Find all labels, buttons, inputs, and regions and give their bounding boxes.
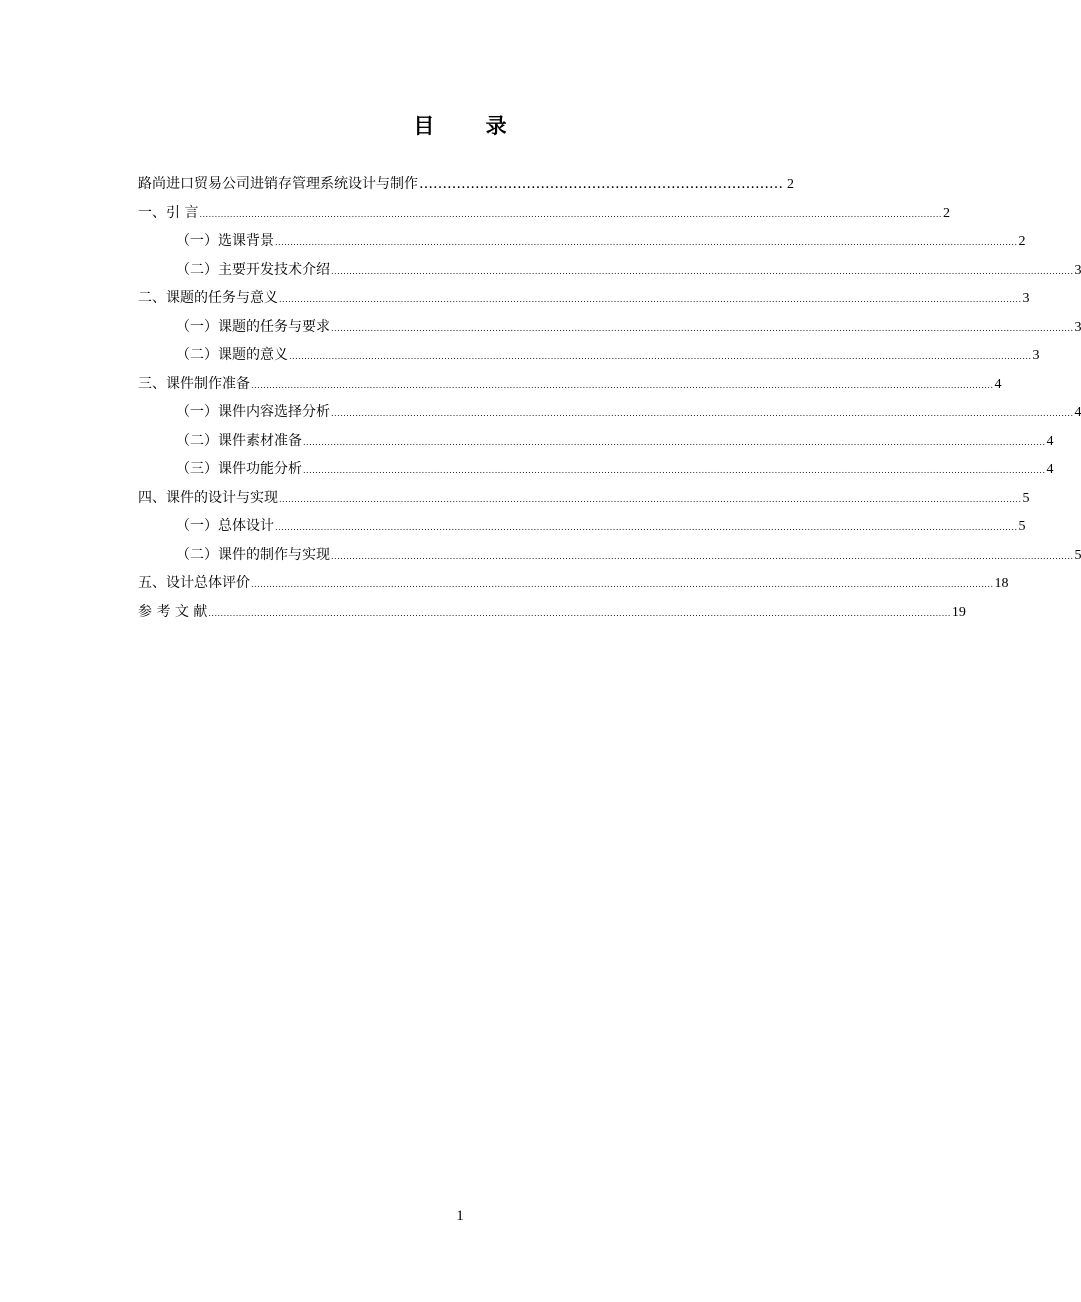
toc-entry[interactable] — [138, 370, 1002, 399]
toc-leader: .................................................................................................................................................................................................................................................... — [275, 238, 1018, 247]
toc-entry-page: 4 — [1046, 433, 1054, 449]
toc-entry-title: （二）课题的意义 — [176, 347, 288, 363]
toc-entry[interactable] — [138, 541, 1081, 570]
toc-entry[interactable] — [138, 484, 1030, 513]
toc-entry-page: 2 — [942, 205, 950, 221]
toc-entry-title: 二、课题的任务与意义 — [138, 290, 278, 306]
toc-entry-title: （一）选课背景 — [176, 233, 274, 249]
toc-entry[interactable] — [138, 569, 1009, 598]
toc-entry-title: （一）课件内容选择分析 — [176, 404, 330, 420]
toc-entry-page: 5 — [1018, 519, 1026, 534]
toc-entry-title: （二）课件的制作与实现 — [176, 546, 330, 563]
toc-entry-page: 3 — [1074, 262, 1081, 278]
toc-entry[interactable] — [138, 427, 1054, 456]
toc-leader: .................................................................................................................................................................................................................................................... — [279, 494, 1022, 504]
toc-entry[interactable] — [138, 341, 1040, 370]
toc-entry-page: 4 — [1074, 405, 1081, 420]
toc-entry-title: 五、设计总体评价 — [138, 575, 250, 591]
toc-leader: .................................................................................................................................................................................................................................................... — [199, 209, 942, 219]
toc-leader: …………………………………………………………………… — [419, 176, 783, 192]
toc-leader: .................................................................................................................................................................................................................................................... — [331, 551, 1074, 561]
toc-entry-title: （二）课件素材准备 — [176, 432, 302, 449]
toc-entry-page: 3 — [1074, 319, 1081, 335]
toc-entry-page: 5 — [1074, 547, 1081, 563]
toc-entry[interactable] — [138, 227, 1026, 256]
toc-leader: .................................................................................................................................................................................................................................................... — [251, 580, 994, 589]
toc-entry[interactable] — [138, 455, 1054, 484]
toc-leader: .................................................................................................................................................................................................................................................... — [275, 523, 1018, 532]
toc-entry-page: 4 — [994, 376, 1002, 392]
toc-entry-title: 四、课件的设计与实现 — [138, 489, 278, 506]
toc-leader: .................................................................................................................................................................................................................................................... — [251, 380, 994, 390]
toc-leader: .................................................................................................................................................................................................................................................... — [331, 409, 1074, 418]
toc-entry-page: 5 — [1022, 490, 1030, 506]
toc-entry-page: 2 — [1018, 234, 1026, 249]
toc-leader: .................................................................................................................................................................................................................................................... — [208, 608, 951, 618]
toc-leader: .................................................................................................................................................................................................................................................... — [279, 295, 1022, 304]
toc-entry-page: 2 — [787, 177, 794, 192]
toc-entry-title: （一）总体设计 — [176, 518, 274, 534]
toc-entry-page: 4 — [1046, 462, 1054, 477]
toc-entry-title: 三、课件制作准备 — [138, 375, 250, 392]
toc-entry[interactable] — [138, 512, 1026, 541]
toc-entry[interactable] — [138, 256, 1081, 285]
toc-entry-title: （三）课件功能分析 — [176, 461, 302, 477]
toc-entry[interactable] — [138, 313, 1081, 342]
toc-entry-title: 一、引 言 — [138, 204, 199, 221]
toc-entry-page: 18 — [994, 576, 1009, 591]
toc-title: 目 录 — [413, 114, 529, 138]
toc-entry-page: 3 — [1032, 348, 1040, 363]
toc-entry-title: 参 考 文 献 — [138, 603, 208, 620]
toc-entry[interactable] — [138, 284, 1030, 313]
table-of-contents — [138, 170, 1081, 626]
toc-entry-title: 路尚进口贸易公司进销存管理系统设计与制作 — [138, 176, 418, 192]
toc-entry[interactable] — [138, 170, 794, 199]
toc-entry[interactable] — [138, 398, 1081, 427]
toc-entry[interactable] — [138, 598, 966, 627]
toc-leader: .................................................................................................................................................................................................................................................... — [331, 323, 1074, 333]
page-number: 1 — [456, 1208, 464, 1224]
toc-leader: .................................................................................................................................................................................................................................................... — [303, 466, 1046, 475]
toc-entry-page: 19 — [951, 604, 966, 620]
toc-entry-page: 3 — [1022, 291, 1030, 306]
toc-leader: .................................................................................................................................................................................................................................................... — [289, 352, 1032, 361]
toc-leader: .................................................................................................................................................................................................................................................... — [331, 266, 1074, 276]
toc-entry-title: （二）主要开发技术介绍 — [176, 261, 330, 278]
toc-entry-title: （一）课题的任务与要求 — [176, 318, 330, 335]
toc-entry[interactable] — [138, 199, 950, 228]
toc-leader: .................................................................................................................................................................................................................................................... — [303, 437, 1046, 447]
